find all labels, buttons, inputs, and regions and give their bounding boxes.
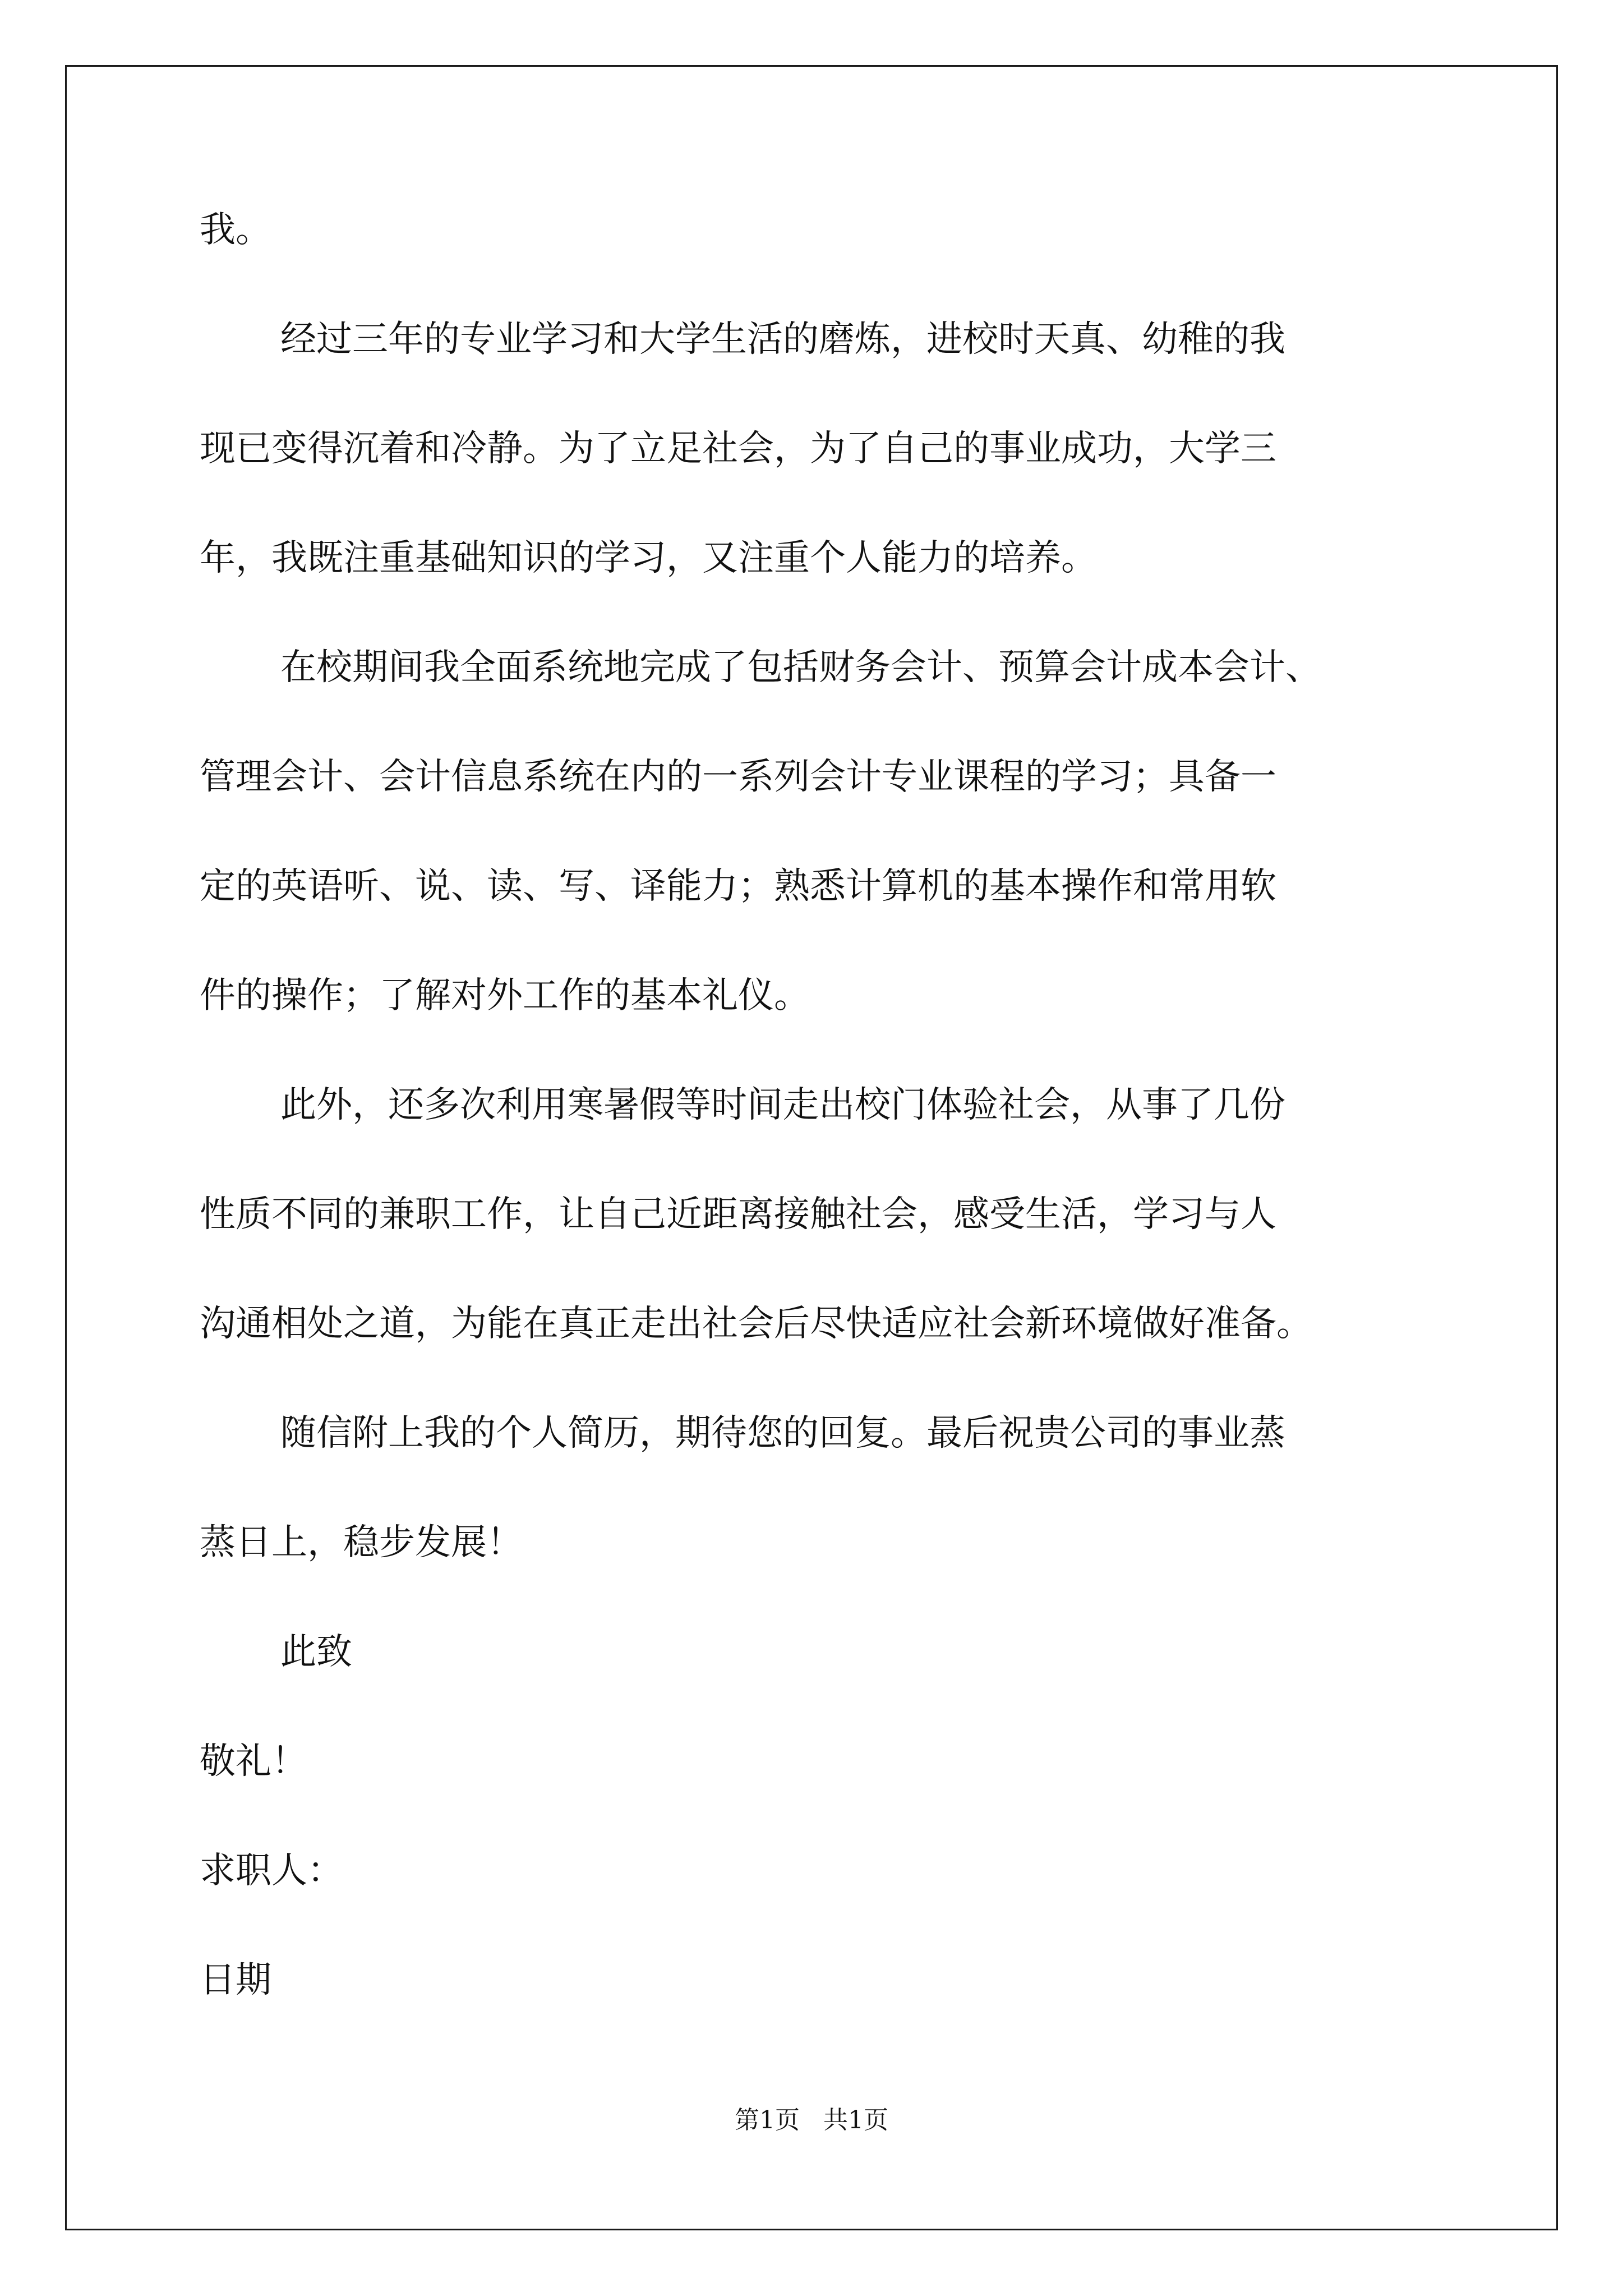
- paragraph-line: 件的操作；了解对外工作的基本礼仪。: [200, 975, 810, 1016]
- date-label: 日期: [200, 1959, 271, 2001]
- paragraph-line: 我。: [200, 209, 271, 251]
- paragraph-line: 性质不同的兼职工作，让自己近距离接触社会，感受生活，学习与人: [200, 1194, 1276, 1235]
- salutation-text: 敬礼！: [200, 1741, 307, 1782]
- paragraph-line: 经过三年的专业学习和大学生活的磨炼，进校时天真、幼稚的我: [280, 319, 1285, 360]
- applicant-label: 求职人：: [200, 1850, 343, 1892]
- closing-text: 此致: [280, 1631, 352, 1673]
- paragraph-line: 定的英语听、说、读、写、译能力；熟悉计算机的基本操作和常用软: [200, 866, 1276, 907]
- page-border: [65, 65, 1558, 2230]
- paragraph-line: 此外，还多次利用寒暑假等时间走出校门体验社会，从事了几份: [280, 1084, 1285, 1126]
- page-number-footer: 第1页 共1页: [735, 2106, 888, 2134]
- paragraph-line: 沟通相处之道，为能在真正走出社会后尽快适应社会新环境做好准备。: [200, 1303, 1312, 1345]
- paragraph-line: 现已变得沉着和冷静。为了立足社会，为了自己的事业成功，大学三: [200, 428, 1276, 470]
- paragraph-line: 在校期间我全面系统地完成了包括财务会计、预算会计成本会计、: [280, 647, 1321, 688]
- paragraph-line: 管理会计、会计信息系统在内的一系列会计专业课程的学习；具备一: [200, 756, 1276, 798]
- paragraph-line: 随信附上我的个人简历，期待您的回复。最后祝贵公司的事业蒸: [280, 1412, 1285, 1454]
- paragraph-line: 年，我既注重基础知识的学习，又注重个人能力的培养。: [200, 537, 1097, 579]
- paragraph-line: 蒸日上，稳步发展！: [200, 1522, 523, 1563]
